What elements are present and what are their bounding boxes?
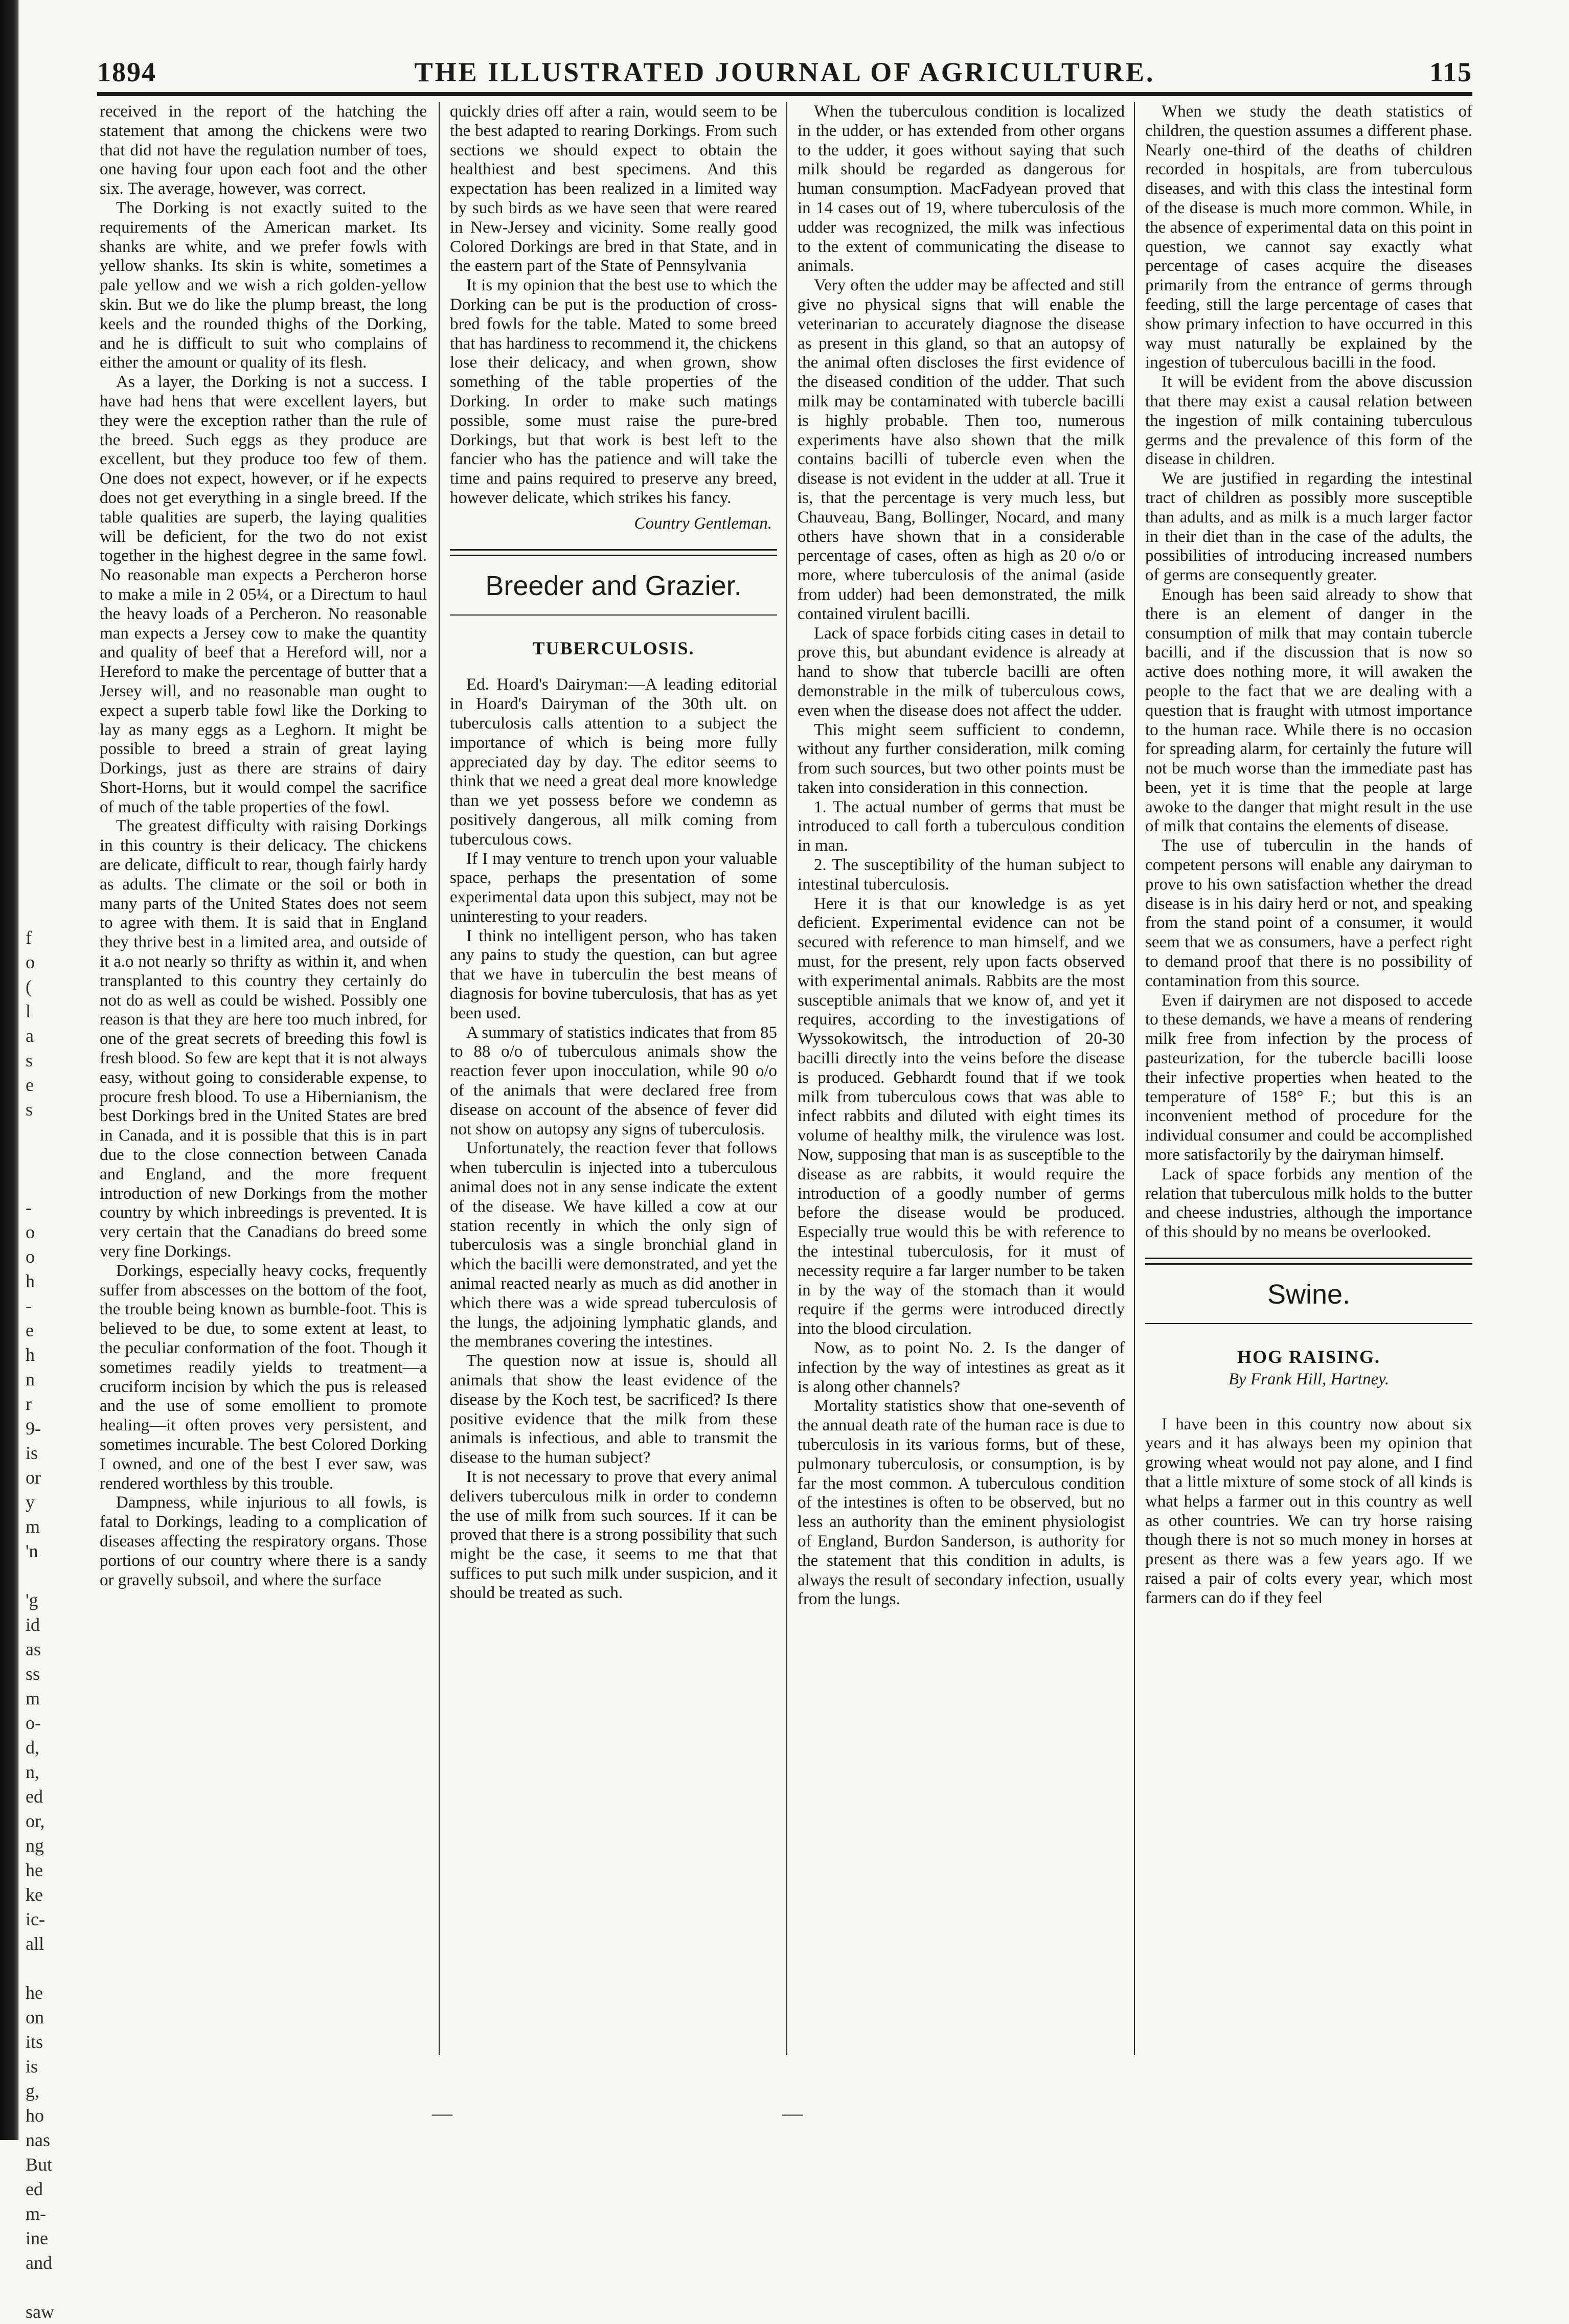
column-4 [1145, 102, 1472, 2055]
header-rule [97, 92, 1472, 96]
paragraph: The Dorking is not exactly suited to the requirements of the American market. Its shanks are white, and we prefer fowls with yellow shanks. Its skin is white, sometimes a pale yellow and we wish a rich golden-yellow skin. But we do like the plump breast, the long keels and the rounded thighs of the Dorking, and he is difficult to suit who complains of either the amount or quality of its flesh. [100, 198, 427, 372]
margin-fragment: m [26, 1516, 40, 1537]
section-heading-breeder-grazier: Breeder and Grazier. [485, 570, 742, 601]
paragraph: Enough has been said already to show that there is an element of danger in the consumption of milk that may contain tubercle bacilli, and if the discussion that is now so active does nothing more, it will awaken the people to the fact that we are dealing with a question that is fraught with utmost importance to the human race. While there is no occasion for spreading alarm, for certainly the future will not be much worse than the immediate past has been, yet it is time that the people at large awoke to the danger that might result in the use of milk that contains the elements of disease. [1145, 585, 1472, 836]
margin-fragment: 9- [26, 1418, 41, 1439]
margin-fragment: r [26, 1394, 32, 1414]
paragraph: Now, as to point No. 2. Is the danger of infection by the way of intestines as great as it is along other channels? [798, 1339, 1125, 1396]
margin-fragment: or, [26, 1811, 45, 1831]
paragraph: Unfortunately, the reaction fever that follows when tuberculin is injected into a tuberculous animal does not in any sense indicate the extent of the disease. We have killed a cow at our station recently in which the only sign of tuberculosis was a single bronchial gland in which the bacilli were demonstrated, and yet the animal reacted nearly as much as did another in which there was a wide spread tuberculosis of the lungs, the adjoining lymphatic glands, and the membranes covering the intestines. [450, 1139, 777, 1351]
margin-fragment: id [26, 1614, 40, 1635]
margin-fragment: all [26, 1933, 44, 1954]
paragraph: Ed. Hoard's Dairyman:—A leading editorial in Hoard's Dairyman of the 30th ult. on tuberculosis calls attention to a subject the importance of which is being more fully appreciated day by day. The editor seems to think that we need a great deal more knowledge than we yet possess before we condemn as positively dangerous, all milk coming from tuberculous cows. [450, 675, 777, 849]
paragraph: It is my opinion that the best use to which the Dorking can be put is the production of cross-bred fowls for the table. Mated to some breed that has hardiness to recommend it, the chickens lose their delicacy, and when grown, show something of the table properties of the Dorking. In order to make such matings possible, some must raise the pure-bred Dorkings, but that work is best left to the fancier who has the patience and will take the time and pains required to preserve any breed, however delicate, which strikes his fancy. [450, 276, 777, 507]
margin-fragment: its [26, 2032, 43, 2052]
margin-fragment: h [26, 1271, 35, 1291]
page-header [97, 56, 1472, 97]
paragraph: When we study the death statistics of children, the question assumes a different phase. Nearly one-third of the deaths of children recorded in hospitals, are from tuberculous diseases, and with this class the intestinal form of the disease is much more common. While, in the absence of experimental data on this point in question, we cannot say exactly what percentage of cases acquire the diseases primarily from the entrance of germs through feeding, still the large percentage of cases that show primary infection to have occurred in this way must naturally be explained by the ingestion of tuberculous bacilli in the food. [1145, 102, 1472, 372]
article-signature: Country Gentleman. [634, 514, 772, 533]
margin-fragment: d, [26, 1737, 39, 1758]
footer-dash: — [782, 2102, 803, 2125]
margin-fragment: m- [26, 2203, 46, 2224]
margin-fragment: a [26, 1026, 34, 1046]
margin-fragment: - [26, 1295, 32, 1316]
paragraph: We are justified in regarding the intestinal tract of children as possibly more susceptible than adults, and as milk is a much larger factor in their diet than in the case of the adults, the possibilities of introducing increased numbers of germs are consequently greater. [1145, 469, 1472, 585]
paragraph: If I may venture to trench upon your valuable space, perhaps the presentation of some experimental data upon this subject, may not be uninteresting to your readers. [450, 849, 777, 926]
margin-fragment: n, [26, 1762, 39, 1782]
margin-fragment: o- [26, 1713, 41, 1733]
paragraph: Even if dairymen are not disposed to accede to these demands, we have a means of rendering milk free from infection by the process of pasteurization, for the tubercle bacilli loose their infective properties when heated to the temperature of 158° F.; but this is an inconvenient method of procedure for the individual consumer and could be accomplished more satisfactorily by the dairyman himself. [1145, 991, 1472, 1165]
margin-fragment: l [26, 1001, 31, 1021]
margin-fragment: on [26, 2007, 44, 2027]
margin-fragment: ke [26, 1884, 43, 1905]
paragraph: 2. The susceptibility of the human subject to intestinal tuberculosis. [798, 856, 1125, 894]
article-title-hog-raising: HOG RAISING. [1237, 1347, 1381, 1368]
margin-fragments [26, 925, 87, 2322]
paragraph: The greatest difficulty with raising Dorkings in this country is their delicacy. The chickens are delicate, difficult to rear, though fairly hardy as adults. The climate or the soil or both in many parts of the United States does not seem to agree with them. It is said that in England they thrive best in a limited area, and outside of it a.o not nearly so thrifty as within it, and when transplanted to this country they certainly do not do as well as could be wished. Possibly one reason is that they are here too much inbred, for one of the great secrets of breeding this fowl is fresh blood. So few are kept that it is not always easy, without going to considerable expense, to procure fresh blood. To use a Hibernianism, the best Dorkings bred in the United States are bred in Canada, and it is possible that this is in part due to the close connection between Canada and England, and the more frequent introduction of new Dorkings from the mother country by which inbreedings is prevented. It is very certain that the Canadians do breed some very fine Dorkings. [100, 817, 427, 1261]
paragraph: 1. The actual number of germs that must be introduced to call forth a tuberculous condition in man. [798, 798, 1125, 855]
margin-fragment [26, 1146, 87, 1171]
margin-fragment: as [26, 1639, 41, 1659]
margin-fragment: ed [26, 2179, 43, 2199]
column-rule [1134, 102, 1135, 2055]
margin-fragment: o [26, 952, 35, 972]
margin-fragment: ine [26, 2228, 48, 2248]
paragraph: A summary of statistics indicates that from 85 to 88 o/o of tuberculous animals show the reaction fever upon inocculation, while 90 o/o of the animals that were declared free from disease on account of the absence of fever did not show on autopsy any signs of tuberculosis. [450, 1023, 777, 1138]
column-2 [450, 102, 777, 2055]
margin-fragment: ( [26, 976, 32, 997]
margin-fragment: - [26, 1197, 32, 1218]
margin-fragment: is [26, 2056, 38, 2077]
paragraph: Dampness, while injurious to all fowls, is fatal to Dorkings, leading to a complication of diseases affecting the respiratory organs. Those portions of our country where there is a sandy or gravelly subsoil, and where the surface [100, 1493, 427, 1589]
margin-fragment: or [26, 1467, 41, 1488]
paragraph: The question now at issue is, should all animals that show the least evidence of the disease by the Koch test, be sacrificed? Is there positive evidence that the milk from these animals is infectious, and able to transmit the disease to the human subject? [450, 1352, 777, 1467]
margin-fragment: he [26, 1860, 43, 1880]
paragraph: When the tuberculous condition is localized in the udder, or has extended from other organs to the udder, it goes without saying that such milk should be regarded as dangerous for human consumption. MacFadyean proved that in 14 cases out of 19, where tuberculosis of the udder was recognized, the milk was infectious to the extent of communicating the disease to animals. [798, 102, 1125, 276]
margin-fragment: ed [26, 1786, 43, 1807]
paragraph: Lack of space forbids any mention of the relation that tuberculous milk holds to the butter and cheese industries, although the importance of this should by no means be overlooked. [1145, 1165, 1472, 1242]
margin-fragment: e [26, 1320, 34, 1340]
margin-fragment: f [26, 927, 32, 948]
paragraph: Lack of space forbids citing cases in detail to prove this, but abundant evidence is already at hand to show that tubercle bacilli are often demonstrable in the milk of tuberculous cows, even when the disease does not affect the udder. [798, 624, 1125, 720]
margin-fragment: is [26, 1443, 38, 1463]
margin-fragment: ic- [26, 1909, 45, 1929]
section-rule [1145, 1323, 1472, 1324]
margin-fragment: nas [26, 2130, 50, 2150]
paragraph: As a layer, the Dorking is not a success. I have had hens that were excellent layers, but they were the exception rather than the rule of the breed. Such eggs as they produce are excellent, but they produce too few of them. One does not expect, however, or if he expects does not get everything in a single breed. If the table qualities are superb, the laying qualities will be deficient, for the two do not exist together in the highest degree in the same fowl. No reasonable man expects a Percheron horse to make a mile in 2 05¼, or a Directum to haul the heavy loads of a Percheron. No reasonable man expects a Jersey cow to make the quantity and quality of beef that a Hereford will, nor a Hereford to make the percentage of butter that a Jersey will, and no reasonable man ought to expect a superb table fowl like the Dorking to lay as many eggs as a Leghorn. It might be possible to breed a strain of great laying Dorkings, just as there are strains of dairy Short-Horns, but it would compel the sacrifice of much of the table properties of the fowl. [100, 373, 427, 816]
paragraph: Here it is that our knowledge is as yet deficient. Experimental evidence can not be secured with reference to man himself, and we must, for the present, rely upon facts observed with experimental animals. Rabbits are the most susceptible animals that we know of, and yet it requires, according to the investigations of Wyssokowitsch, the introduction of 20-30 bacilli directly into the veins before the disease is produced. Gebhardt found that if we took milk from tuberculous cows that was able to infect rabbits and diluted with eight times its volume of healthy milk, the virulence was lost. Now, supposing that man is as susceptible to the disease as are rabbits, it would require the introduction of a goodly number of germs before the disease would be produced. Especially true would this be with reference to the intestinal tuberculosis, for it must of necessity require a far larger number to be taken in by the way of the stomach than it would require if the germs were introduced directly into the blood circulation. [798, 894, 1125, 1338]
margin-fragment [26, 1171, 87, 1195]
paragraph: The use of tuberculin in the hands of competent persons will enable any dairyman to prove to his own satisfaction whether the dread disease is in his dairy herd or not, and speaking from the stand point of a consumer, it would seem that we as consumers, have a perfect right to demand proof that there is no possibility of contamination from this source. [1145, 836, 1472, 990]
article-byline: By Frank Hill, Hartney. [1228, 1370, 1390, 1388]
footer-dash: — [432, 2102, 452, 2125]
margin-fragment: e [26, 1075, 34, 1095]
column-rule [786, 102, 787, 2055]
column-rule [439, 102, 440, 2055]
margin-fragment: 'g [26, 1590, 38, 1610]
paragraph: Mortality statistics show that one-seventh of the annual death rate of the human race is due to tuberculosis in its various forms, but of these, pulmonary tuberculosis, or consumption, is by far the most common. A tuberculous condition of the intestines is often to be observed, but no less an authority than the eminent physiologist of England, Burdon Sanderson, is authority for the statement that this condition in adults, is always the result of secondary infection, usually from the lungs. [798, 1397, 1125, 1609]
section-double-rule [1145, 1258, 1472, 1265]
margin-fragment: h [26, 1345, 35, 1365]
margin-fragment: ho [26, 2105, 44, 2126]
margin-fragment: ng [26, 1835, 44, 1856]
margin-fragment [26, 1122, 87, 1146]
page-binding-shadow [0, 0, 19, 2140]
margin-fragment: m [26, 1688, 40, 1708]
margin-fragment: But [26, 2154, 53, 2175]
margin-fragment: s [26, 1050, 33, 1070]
margin-fragment: o [26, 1222, 35, 1242]
margin-fragment: n [26, 1369, 35, 1389]
margin-fragment [26, 2275, 87, 2299]
margin-fragment: he [26, 1983, 43, 2003]
margin-fragment: saw [26, 2302, 54, 2322]
paragraph: I think no intelligent person, who has taken any pains to study the question, can but agree that we have in tuberculin the best means of diagnosis for bovine tuberculosis, that has as yet been used. [450, 926, 777, 1022]
margin-fragment: y [26, 1492, 35, 1512]
paragraph: I have been in this country now about six years and it has always been my opinion that growing wheat would not pay alone, and I find that a little mixture of some stock of all kinds is what helps a farmer out in this country as well as other countries. We can try horse raising though there is not so much money in horses at present as there was a few years ago. If we raised a pair of colts every year, which most farmers can do if they feel [1145, 1415, 1472, 1607]
header-title: THE ILLUSTRATED JOURNAL OF AGRICULTURE. [414, 57, 1155, 87]
margin-fragment [26, 1563, 87, 1588]
margin-fragment: and [26, 2252, 52, 2273]
paragraph: Dorkings, especially heavy cocks, frequently suffer from abscesses on the bottom of the foot, the trouble being known as bumble-foot. This is believed to be due, to some extent at least, to the peculiar conformation of the foot. Though it sometimes readily yields to treatment—a cruciform incision by which the pus is released and the use of some emollient to promote healing—it often proves very persistent, and sometimes incurable. The best Colored Dorking I owned, and one of the best I ever saw, was rendered worthless by this trouble. [100, 1261, 427, 1493]
paragraph: received in the report of the hatching the statement that among the chickens were two that did not have the regulation number of toes, one having four upon each foot and the other six. The average, however, was correct. [100, 102, 427, 198]
paragraph: It will be evident from the above discussion that there may exist a causal relation between the ingestion of milk containing tuberculous germs and the prevalence of this form of the disease in children. [1145, 373, 1472, 469]
header-page-number: 115 [1429, 57, 1472, 87]
paragraph: It is not necessary to prove that every animal delivers tuberculous milk in order to condemn the use of milk from such sources. If it can be proved that there is a strong possibility that such might be the case, it seems to me that that suffices to put such milk under suspicion, and it should be treated as such. [450, 1468, 777, 1602]
paragraph: This might seem sufficient to condemn, without any further consideration, milk coming from such sources, but two other points must be taken into consideration in this connection. [798, 720, 1125, 797]
margin-fragment: 'n [26, 1541, 38, 1561]
section-double-rule [450, 549, 777, 556]
margin-fragment: o [26, 1246, 35, 1267]
margin-fragment: s [26, 1099, 33, 1120]
header-year: 1894 [97, 57, 156, 87]
margin-fragment: g, [26, 2081, 39, 2101]
margin-fragment [26, 1956, 87, 1980]
column-3 [798, 102, 1125, 2055]
margin-fragment: ss [26, 1664, 40, 1684]
article-title-tuberculosis: TUBERCULOSIS. [532, 637, 695, 658]
section-rule [450, 614, 777, 616]
paragraph: quickly dries off after a rain, would seem to be the best adapted to rearing Dorkings. From such sections we should expect to obtain the healthiest and best specimens. And this expectation has been realized in a limited way by such birds as we have seen that were reared in New-Jersey and vicinity. Some really good Colored Dorkings are bred in that State, and in the eastern part of the State of Pennsylvania [450, 102, 777, 276]
paragraph: Very often the udder may be affected and still give no physical signs that will enable the veterinarian to accurately diagnose the disease as present in this gland, so that an autopsy of the animal often discloses the first evidence of the diseased condition of the udder. That such milk may be contaminated with tubercle bacilli is highly probable. Then too, numerous experiments have also shown that the milk contains bacilli of tubercle even when the disease is not evident in the udder at all. True it is, that the percentage is very much less, but Chauveau, Bang, Bollinger, Nocard, and many others have shown that in a considerable percentage of cases, often as high as 20 o/o or more, where tuberculosis of the animal (aside from udder) had been demonstrated, the milk contained virulent bacilli. [798, 276, 1125, 623]
column-1 [100, 102, 427, 2055]
section-heading-swine: Swine. [1267, 1279, 1351, 1310]
